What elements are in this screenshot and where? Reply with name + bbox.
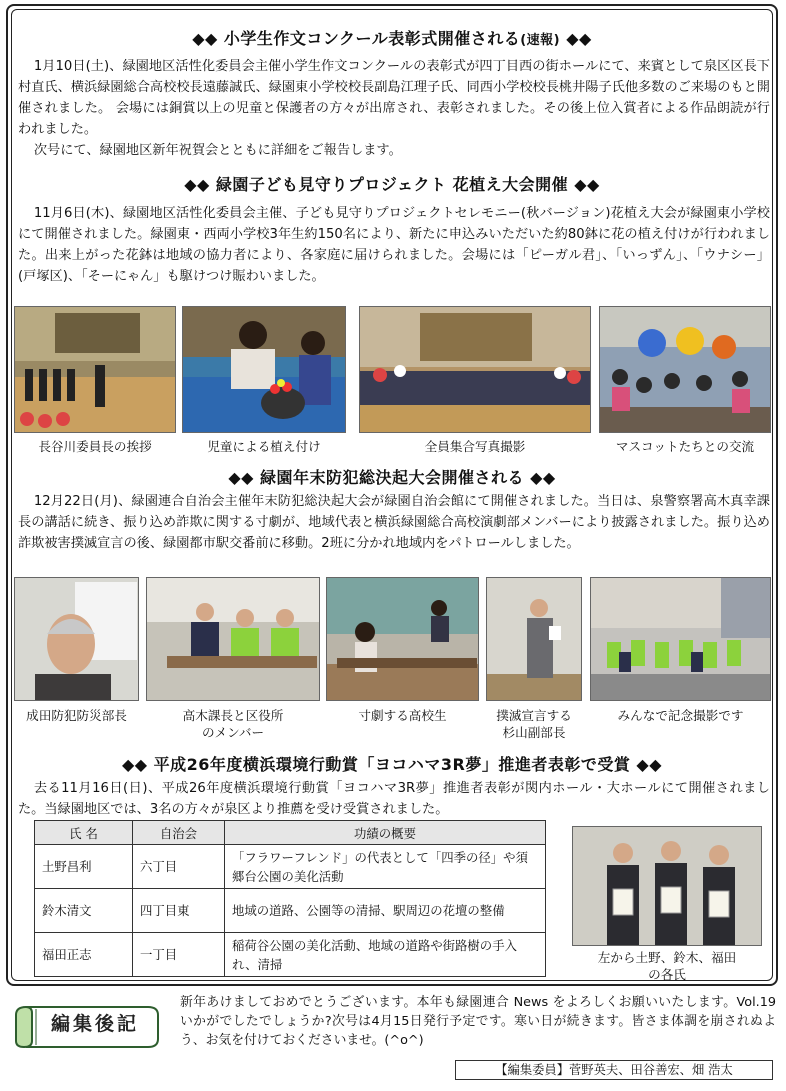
- section2-paragraph: 11月6日(木)、緑園地区活性化委員会主催、子ども見守りプロジェクトセレモニー(秋バージョン)花植え大会が緑園東小学校にて開催されました。緑園東・西両小学校3年生約150名により、新たに申込みいただいた約80鉢に花の植え付けが行われました。出来上がった花鉢は地域の協力者により、各家庭に届けられました。会場には「ピーガル君」、「いっずん」、「ウナシー」(戸塚区)、「そーにゃん」も駆けつけ賑わいました。: [18, 206, 770, 284]
- photo-caption: 児童による植え付け: [207, 439, 321, 454]
- section3-heading: ◆◆ 緑園年末防犯総決起大会開催される ◆◆: [228, 468, 556, 487]
- table-cell-achievement: 稲荷谷公園の美化活動、地域の道路や街路樹の手入れ、清掃: [225, 933, 546, 977]
- photo-chairman-greeting: [14, 306, 176, 433]
- table-cell-association: 四丁目東: [133, 889, 225, 933]
- section4-heading: ◆◆ 平成26年度横浜環境行動賞「ヨコハマ3R夢」推進者表彰で受賞 ◆◆: [121, 755, 663, 774]
- photo-crime-prevention-head: [14, 577, 139, 701]
- column-header: 功績の概要: [225, 821, 546, 845]
- section1-heading: ◆◆ 小学生作文コンクール表彰式開催される(速報) ◆◆: [192, 29, 592, 48]
- awards-table: [34, 820, 546, 977]
- editors-note-text: 新年あけましておめでとうございます。本年も緑園連合 News をよろしくお願いいたします。Vol.19 いかがでしたでしょうか?次号は4月15日発行予定です。寒い日が続きます。皆さま体調を崩されぬよう、お気を付けておくださいませ。(^o^): [180, 995, 776, 1048]
- photo-caption: 全員集合写真撮影: [424, 439, 526, 454]
- photo-caption: 長谷川委員長の挨拶: [38, 439, 152, 454]
- table-row: [35, 933, 546, 977]
- section1-paragraph: 1月10日(土)、緑園地区活性化委員会主催小学生作文コンクールの表彰式が四丁目西の街ホールにて、来賓として泉区区長下村直氏、横浜緑園総合高校校長遠藤誠氏、緑園東小学校校長副島江理子氏、同西小学校校長桃井陽子氏他多数のご来場のもと開催されました。 会場には銅賞以上の児童と保護者の方々が出席され、表彰されました。その後上位入賞者による作品朗読が行われました。: [18, 59, 770, 137]
- photo-mascots: [599, 306, 771, 433]
- photo-caption: 寸劇する高校生: [358, 708, 447, 723]
- photo-caption: 左から土野、鈴木、福田 の各氏: [597, 950, 737, 982]
- table-header-row: [35, 821, 546, 845]
- table-cell-name: 福田正志: [35, 933, 133, 977]
- photo-group-photo: [359, 306, 591, 433]
- editors-credit: 【編集委員】菅野英夫、田谷善宏、畑 浩太: [455, 1060, 773, 1080]
- section1-paragraph: 次号にて、緑園地区新年祝賀会とともに詳細をご報告します。: [33, 143, 402, 158]
- photo-vice-head-declaration: [486, 577, 582, 701]
- section3-body: [18, 491, 770, 554]
- section4-paragraph: 去る11月16日(日)、平成26年度横浜環境行動賞「ヨコハマ3R夢」推進者表彰が関内ホール・大ホールにて開催されました。当緑園地区では、3名の方々が泉区より推薦を受け受賞されました。: [18, 781, 770, 817]
- table-cell-achievement: 「フラワーフレンド」の代表として「四季の径」や須郷台公園の美化活動: [225, 845, 546, 889]
- table-row: [35, 845, 546, 889]
- section2-body: [18, 203, 770, 287]
- section3-paragraph: 12月22日(月)、緑園連合自治会主催年末防犯総決起大会が緑園自治会館にて開催されました。当日は、泉警察署高木真幸課長の講話に続き、振り込め詐欺に関する寸劇が、地域代表と横浜緑園総合高校演劇部メンバーにより披露されました。振り込め詐欺被害撲滅宣言の後、緑園都市駅交番前に移動。2班に分かれ地域内をパトロールしました。: [18, 494, 770, 551]
- table-cell-association: 六丁目: [133, 845, 225, 889]
- photo-caption: 成田防犯防災部長: [26, 708, 127, 723]
- photo-students-skit: [326, 577, 479, 701]
- photo-caption: 撲滅宣言する 杉山副部長: [496, 708, 572, 740]
- photo-chief-and-ward-staff: [146, 577, 320, 701]
- column-header: 自治会: [133, 821, 225, 845]
- table-cell-achievement: 地域の道路、公園等の清掃、駅周辺の花壇の整備: [225, 889, 546, 933]
- section2-heading: ◆◆ 緑園子ども見守りプロジェクト 花植え大会開催 ◆◆: [184, 175, 600, 194]
- editors-note-scroll: [12, 1001, 162, 1051]
- table-cell-association: 一丁目: [133, 933, 225, 977]
- photo-children-planting: [182, 306, 346, 433]
- section4-body: [18, 778, 770, 820]
- table-cell-name: 土野昌利: [35, 845, 133, 889]
- photo-commemorative-group: [590, 577, 771, 701]
- section1-body: [18, 56, 770, 161]
- photo-award-recipients: [572, 826, 762, 946]
- photo-caption: マスコットたちとの交流: [615, 439, 755, 454]
- photo-caption: みんなで記念撮影です: [617, 708, 744, 723]
- photo-caption: 高木課長と区役所 のメンバー: [182, 708, 284, 740]
- table-cell-name: 鈴木清文: [35, 889, 133, 933]
- column-header: 氏 名: [35, 821, 133, 845]
- table-row: [35, 889, 546, 933]
- editors-note-label: 編集後記: [50, 1013, 139, 1035]
